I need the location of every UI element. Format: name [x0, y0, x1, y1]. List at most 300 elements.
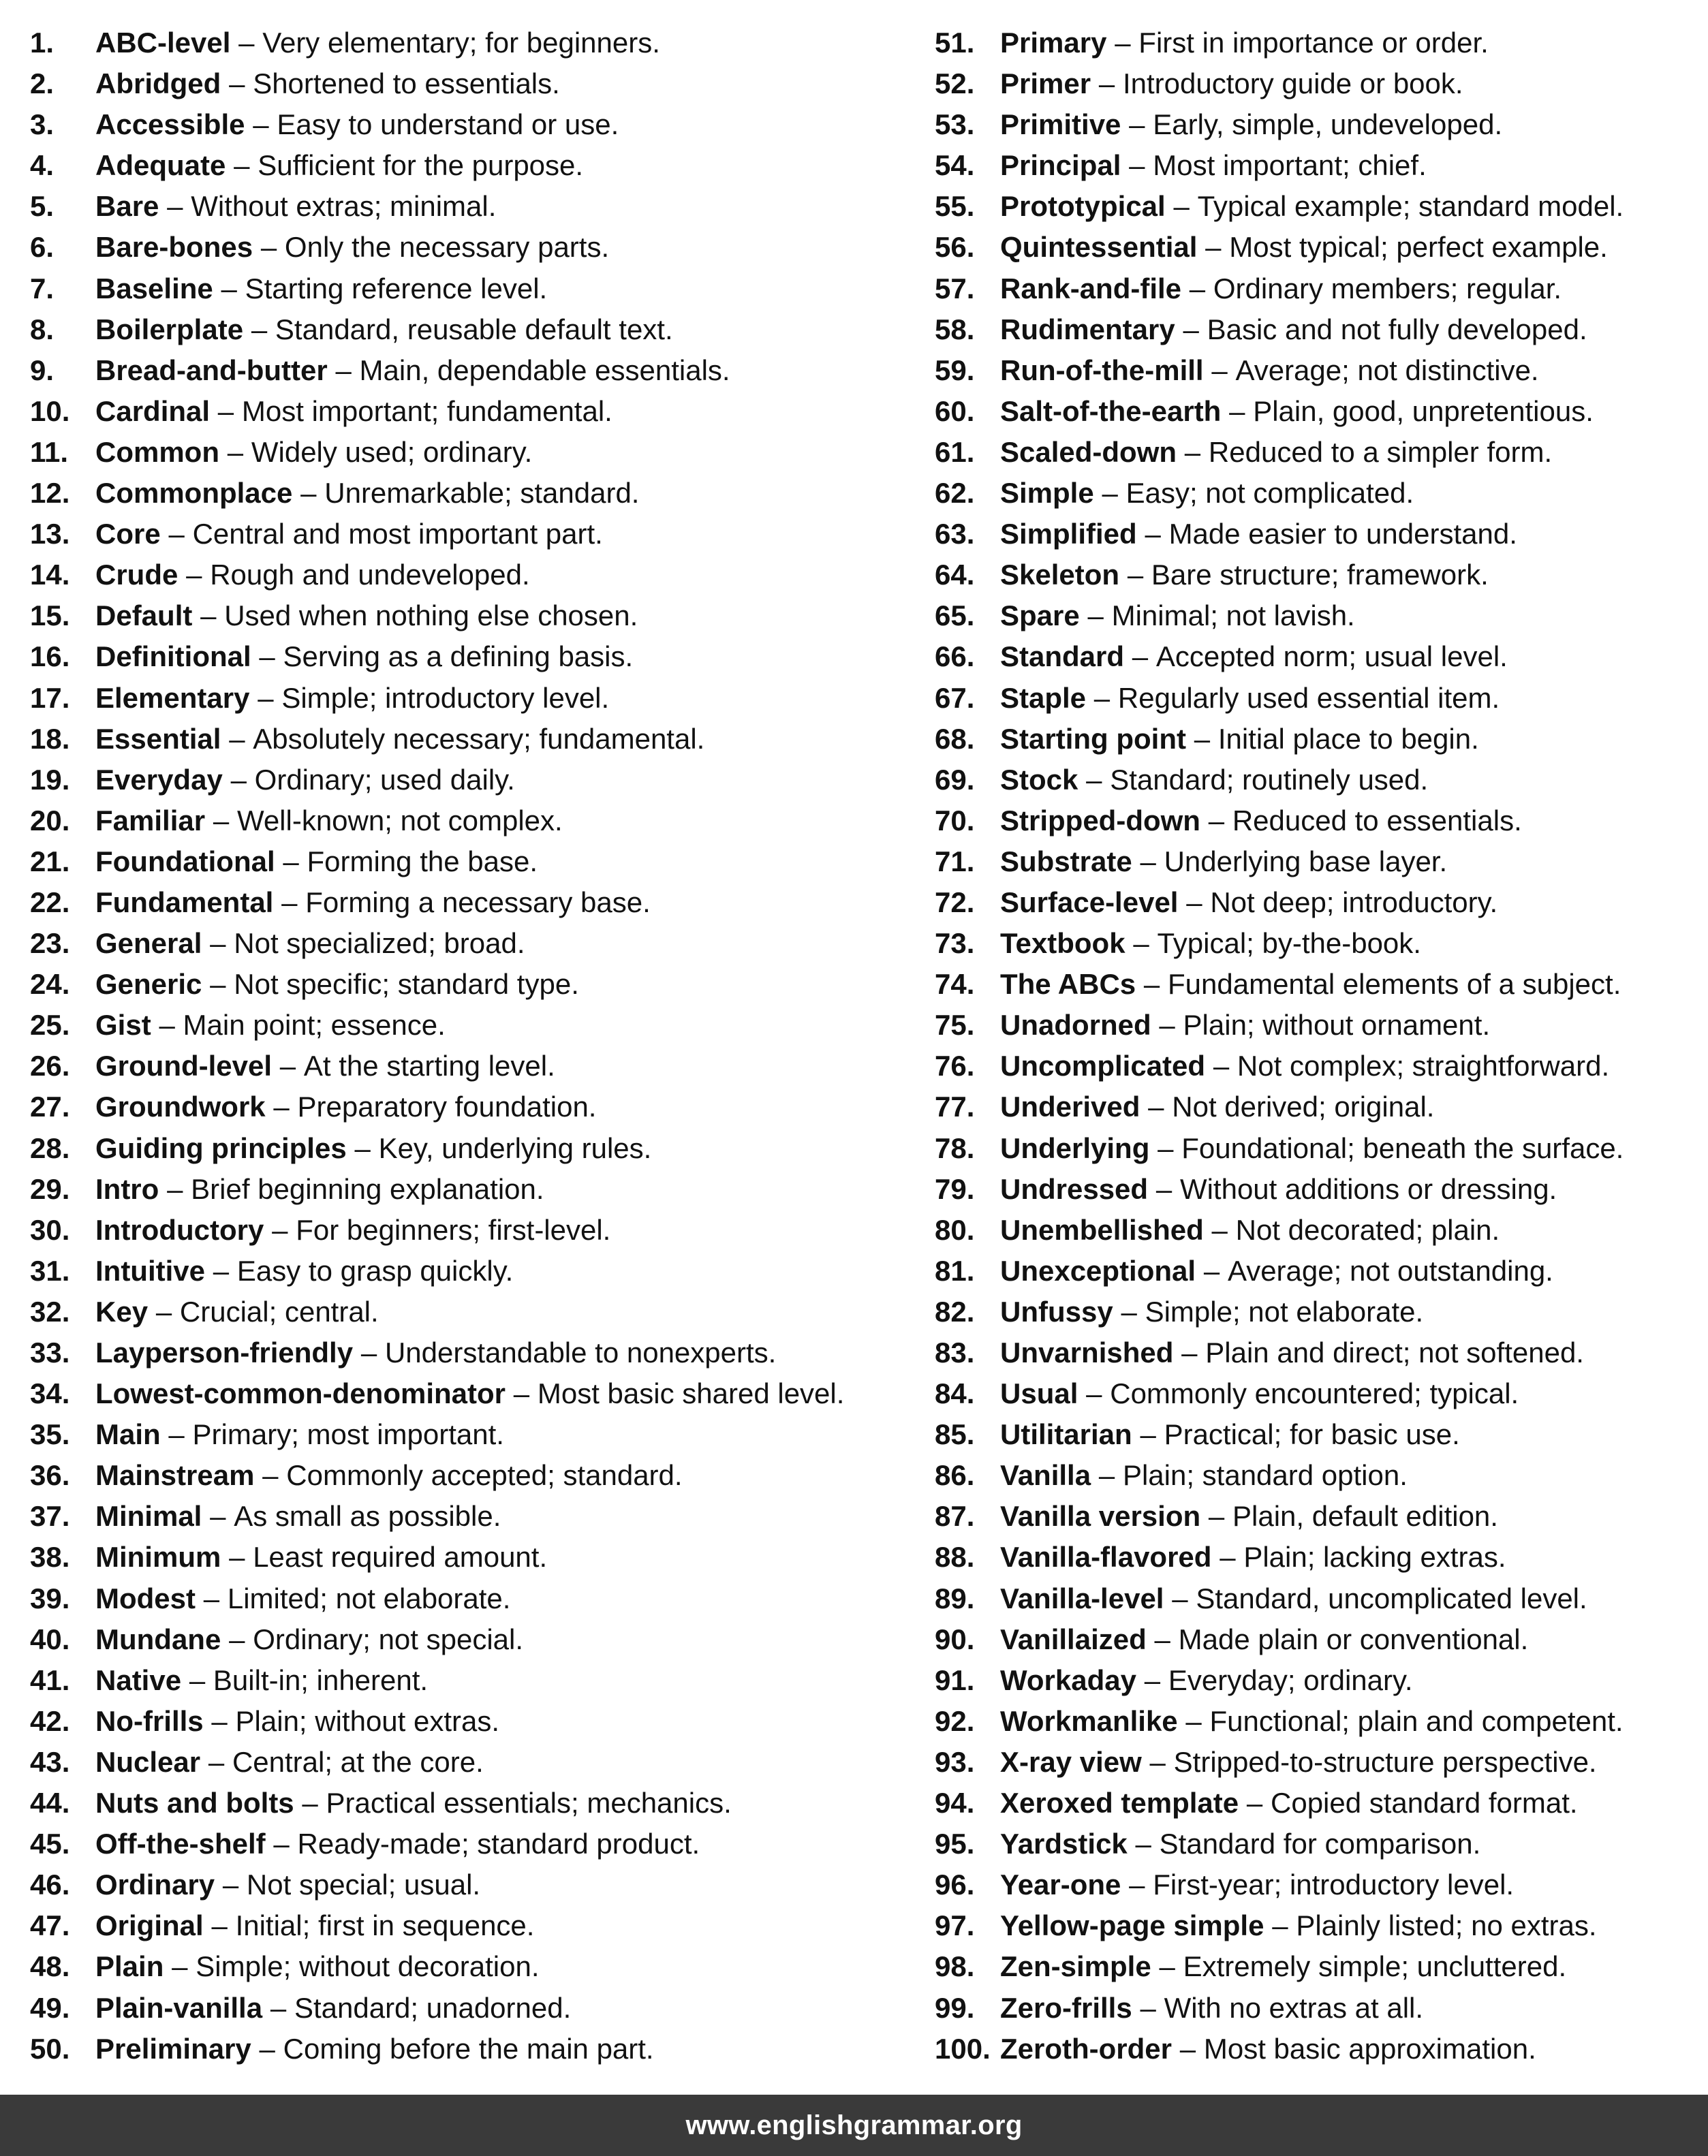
item-dash: –	[262, 1459, 279, 1492]
item-definition: Not derived; original.	[1172, 1091, 1435, 1123]
list-item	[30, 1046, 909, 1087]
item-number: 31.	[30, 1254, 70, 1287]
item-term: Ground-level	[95, 1050, 273, 1082]
list-item	[935, 473, 1691, 514]
item-definition: Ordinary; used daily.	[254, 763, 515, 796]
item-term: Workmanlike	[1000, 1704, 1178, 1737]
item-term: Starting point	[1000, 722, 1186, 755]
item-dash: –	[203, 1582, 220, 1614]
word-list-column-left	[30, 22, 909, 2069]
item-number: 7.	[30, 272, 55, 304]
item-dash: –	[222, 1869, 239, 1901]
list-item	[30, 1251, 909, 1292]
item-term: General	[95, 927, 202, 960]
item-term: Vanilla	[1000, 1459, 1091, 1492]
item-definition: Understandable to nonexperts.	[384, 1337, 777, 1369]
item-number: 72.	[935, 886, 975, 918]
list-item	[935, 1005, 1691, 1046]
item-term: Unembellished	[1000, 1213, 1204, 1246]
item-dash: –	[1121, 1295, 1137, 1328]
item-definition: At the starting level.	[303, 1050, 555, 1082]
item-term: Bare-bones	[95, 231, 253, 264]
item-term: Mundane	[95, 1623, 221, 1655]
item-number: 32.	[30, 1295, 70, 1328]
item-definition: Practical; for basic use.	[1164, 1418, 1460, 1451]
item-term: Abridged	[95, 67, 221, 100]
item-dash: –	[1186, 886, 1202, 918]
list-item	[935, 882, 1691, 923]
item-term: Minimal	[95, 1500, 202, 1533]
item-definition: Central; at the core.	[232, 1745, 484, 1778]
list-item	[30, 760, 909, 800]
item-term: Foundational	[95, 845, 275, 877]
item-dash: –	[273, 1828, 290, 1860]
item-definition: With no extras at all.	[1164, 1991, 1424, 2024]
item-term: Quintessential	[1000, 231, 1198, 264]
item-dash: –	[281, 886, 298, 918]
list-item	[30, 1496, 909, 1537]
item-number: 5.	[30, 190, 55, 223]
item-number: 81.	[935, 1254, 975, 1287]
item-dash: –	[229, 67, 245, 100]
list-item	[935, 1414, 1691, 1455]
item-definition: Extremely simple; uncluttered.	[1183, 1950, 1567, 1983]
item-term: Minimum	[95, 1541, 221, 1574]
item-number: 45.	[30, 1828, 70, 1860]
item-dash: –	[272, 1213, 288, 1246]
item-number: 3.	[30, 108, 55, 141]
item-term: Salt-of-the-earth	[1000, 394, 1222, 427]
item-number: 83.	[935, 1337, 975, 1369]
item-dash: –	[210, 968, 226, 1001]
list-item	[30, 104, 909, 145]
item-definition: Preparatory foundation.	[297, 1091, 597, 1123]
list-item	[935, 1988, 1691, 2029]
item-term: Skeleton	[1000, 559, 1120, 591]
item-dash: –	[1205, 231, 1222, 264]
item-definition: Reduced to a simpler form.	[1208, 435, 1553, 468]
list-item	[935, 2029, 1691, 2069]
item-dash: –	[1159, 1009, 1175, 1042]
item-dash: –	[210, 1500, 226, 1533]
list-item	[935, 1905, 1691, 1946]
list-item	[30, 1537, 909, 1578]
item-dash: –	[1173, 190, 1190, 223]
item-dash: –	[1115, 27, 1131, 59]
list-item	[935, 1619, 1691, 1660]
item-definition: Standard; routinely used.	[1110, 763, 1429, 796]
item-definition: Functional; plain and competent.	[1209, 1704, 1624, 1737]
item-term: Unfussy	[1000, 1295, 1113, 1328]
item-definition: Average; not outstanding.	[1227, 1254, 1553, 1287]
item-term: Layperson-friendly	[95, 1337, 354, 1369]
item-dash: –	[302, 1787, 318, 1819]
item-number: 56.	[935, 231, 975, 264]
item-definition: Well-known; not complex.	[236, 804, 563, 837]
item-dash: –	[253, 108, 269, 141]
item-definition: Ready-made; standard product.	[297, 1828, 700, 1860]
item-dash: –	[168, 518, 185, 550]
list-item	[30, 1578, 909, 1619]
item-number: 29.	[30, 1172, 70, 1205]
item-term: Zen-simple	[1000, 1950, 1151, 1983]
item-dash: –	[1129, 149, 1145, 182]
item-definition: Commonly accepted; standard.	[286, 1459, 683, 1492]
list-item	[30, 145, 909, 186]
item-dash: –	[1093, 681, 1111, 714]
item-term: Primer	[1000, 67, 1091, 100]
item-dash: –	[1102, 477, 1118, 510]
item-dash: –	[1129, 1869, 1145, 1901]
item-definition: Not special; usual.	[246, 1869, 481, 1901]
item-dash: –	[172, 1950, 188, 1983]
item-term: Plain	[95, 1950, 164, 1983]
item-dash: –	[1140, 1418, 1156, 1451]
item-definition: Stripped-to-structure perspective.	[1173, 1745, 1597, 1778]
item-dash: –	[227, 435, 244, 468]
list-item	[30, 1864, 909, 1905]
item-term: Unadorned	[1000, 1009, 1151, 1042]
item-definition: Plain and direct; not softened.	[1205, 1337, 1584, 1369]
item-dash: –	[168, 1418, 185, 1451]
item-number: 28.	[30, 1131, 70, 1164]
item-definition: Average; not distinctive.	[1235, 354, 1539, 386]
list-item	[30, 1619, 909, 1660]
item-definition: Copied standard format.	[1271, 1787, 1578, 1819]
item-definition: Plain; lacking extras.	[1243, 1541, 1506, 1574]
item-definition: Bare structure; framework.	[1151, 559, 1489, 591]
list-item	[30, 1988, 909, 2029]
item-definition: Serving as a defining basis.	[283, 640, 634, 673]
list-item	[935, 719, 1691, 760]
item-term: Zeroth-order	[1000, 2032, 1172, 2065]
list-item	[30, 2029, 909, 2069]
item-term: Zero-frills	[1000, 1991, 1132, 2024]
list-item	[30, 186, 909, 227]
item-dash: –	[229, 1541, 245, 1574]
item-number: 60.	[935, 394, 975, 427]
list-item	[30, 1783, 909, 1824]
list-item	[935, 1210, 1691, 1251]
item-definition: Most important; fundamental.	[241, 394, 612, 427]
item-definition: Ordinary; not special.	[253, 1623, 524, 1655]
item-number: 70.	[935, 804, 975, 837]
item-dash: –	[1158, 1131, 1174, 1164]
item-definition: Plain; without ornament.	[1183, 1009, 1491, 1042]
item-definition: Not decorated; plain.	[1235, 1213, 1500, 1246]
item-number: 42.	[30, 1704, 70, 1737]
item-definition: Standard, reusable default text.	[275, 313, 673, 345]
item-dash: –	[1213, 1050, 1230, 1082]
item-dash: –	[279, 1050, 296, 1082]
item-dash: –	[1272, 1909, 1288, 1942]
item-dash: –	[1145, 518, 1161, 550]
item-number: 10.	[30, 394, 70, 427]
item-number: 76.	[935, 1050, 975, 1082]
list-item	[30, 1128, 909, 1169]
item-number: 51.	[935, 27, 975, 59]
item-number: 2.	[30, 67, 55, 100]
item-number: 96.	[935, 1869, 975, 1901]
item-number: 94.	[935, 1787, 975, 1819]
list-item	[935, 760, 1691, 800]
item-number: 23.	[30, 927, 70, 960]
list-item	[30, 800, 909, 841]
list-item	[935, 432, 1691, 473]
item-dash: –	[1133, 927, 1149, 960]
item-dash: –	[259, 640, 275, 673]
list-item	[30, 678, 909, 719]
item-number: 66.	[935, 640, 975, 673]
list-item	[935, 1046, 1691, 1087]
item-number: 17.	[30, 681, 70, 714]
item-definition: Made easier to understand.	[1168, 518, 1517, 550]
item-number: 43.	[30, 1745, 70, 1778]
item-number: 57.	[935, 272, 975, 304]
item-definition: Shortened to essentials.	[253, 67, 560, 100]
list-item	[935, 268, 1691, 309]
list-item	[30, 1292, 909, 1332]
item-term: Vanilla version	[1000, 1500, 1201, 1533]
item-term: Core	[95, 518, 161, 550]
item-dash: –	[238, 27, 255, 59]
list-item	[30, 719, 909, 760]
item-term: Nuclear	[95, 1745, 201, 1778]
item-number: 100.	[935, 2032, 991, 2065]
item-definition: Typical example; standard model.	[1197, 190, 1624, 223]
item-number: 13.	[30, 518, 70, 550]
item-number: 15.	[30, 599, 70, 632]
item-number: 64.	[935, 559, 975, 591]
list-item	[30, 1087, 909, 1127]
item-definition: Plainly listed; no extras.	[1296, 1909, 1597, 1942]
word-list-column-right	[935, 22, 1691, 2069]
list-item	[30, 1332, 909, 1373]
item-definition: First-year; introductory level.	[1153, 1869, 1515, 1901]
list-item	[935, 1946, 1691, 1987]
item-number: 99.	[935, 1991, 975, 2024]
item-dash: –	[251, 313, 268, 345]
item-number: 90.	[935, 1623, 975, 1655]
item-definition: Simple; without decoration.	[196, 1950, 540, 1983]
item-definition: First in importance or order.	[1138, 27, 1489, 59]
item-term: Rank-and-file	[1000, 272, 1182, 304]
list-item	[30, 1455, 909, 1496]
item-number: 53.	[935, 108, 975, 141]
item-dash: –	[1155, 1172, 1173, 1205]
item-term: Intro	[95, 1172, 159, 1205]
item-term: Main	[95, 1418, 161, 1451]
item-number: 77.	[935, 1091, 975, 1123]
item-definition: Widely used; ordinary.	[251, 435, 533, 468]
item-definition: Fundamental elements of a subject.	[1168, 968, 1621, 1001]
item-definition: Absolutely necessary; fundamental.	[253, 722, 705, 755]
item-dash: –	[1179, 2032, 1196, 2065]
list-item	[30, 1373, 909, 1414]
item-definition: Coming before the main part.	[283, 2032, 654, 2065]
list-item	[30, 22, 909, 63]
item-number: 38.	[30, 1541, 70, 1574]
item-dash: –	[354, 1131, 371, 1164]
item-term: Xeroxed template	[1000, 1787, 1239, 1819]
item-dash: –	[1127, 559, 1144, 591]
item-definition: Minimal; not lavish.	[1111, 599, 1355, 632]
item-number: 58.	[935, 313, 975, 345]
item-number: 85.	[935, 1418, 975, 1451]
item-definition: Most basic approximation.	[1203, 2032, 1536, 2065]
item-number: 20.	[30, 804, 70, 837]
item-definition: Forming the base.	[307, 845, 538, 877]
item-dash: –	[273, 1091, 290, 1123]
item-term: Gist	[95, 1009, 151, 1042]
list-item	[935, 1864, 1691, 1905]
item-definition: Simple; not elaborate.	[1145, 1295, 1424, 1328]
item-term: Rudimentary	[1000, 313, 1175, 345]
item-number: 91.	[935, 1663, 975, 1696]
item-definition: Initial place to begin.	[1217, 722, 1479, 755]
item-definition: Standard; unadorned.	[294, 1991, 572, 2024]
item-definition: Not specific; standard type.	[234, 968, 579, 1001]
item-definition: Used when nothing else chosen.	[224, 599, 638, 632]
list-item	[30, 1169, 909, 1210]
item-number: 26.	[30, 1050, 70, 1082]
item-term: Preliminary	[95, 2032, 251, 2065]
item-dash: –	[1172, 1582, 1188, 1614]
item-term: The ABCs	[1000, 968, 1136, 1001]
item-term: Lowest-common-denominator	[95, 1377, 506, 1410]
item-dash: –	[1208, 804, 1225, 837]
list-item	[935, 22, 1691, 63]
item-term: Stripped-down	[1000, 804, 1200, 837]
item-number: 50.	[30, 2032, 70, 2065]
item-term: Default	[95, 599, 193, 632]
item-dash: –	[259, 2032, 275, 2065]
item-term: Underived	[1000, 1091, 1140, 1123]
item-number: 92.	[935, 1704, 975, 1737]
item-term: Boilerplate	[95, 313, 244, 345]
item-term: Standard	[1000, 640, 1125, 673]
item-dash: –	[1181, 1337, 1198, 1369]
item-definition: Primary; most important.	[192, 1418, 504, 1451]
item-term: Baseline	[95, 272, 213, 304]
list-item	[30, 63, 909, 104]
item-definition: Not deep; introductory.	[1210, 886, 1498, 918]
item-definition: Key, underlying rules.	[378, 1131, 652, 1164]
list-item	[935, 1701, 1691, 1742]
item-number: 4.	[30, 149, 55, 182]
footer-url[interactable]: www.englishgrammar.org	[685, 2110, 1023, 2140]
item-dash: –	[1132, 640, 1149, 673]
item-dash: –	[335, 354, 352, 386]
item-term: Elementary	[95, 681, 250, 714]
item-dash: –	[1194, 722, 1211, 755]
item-dash: –	[513, 1377, 530, 1410]
item-definition: Most basic shared level.	[537, 1377, 845, 1410]
item-number: 40.	[30, 1623, 70, 1655]
item-dash: –	[270, 1991, 287, 2024]
item-number: 1.	[30, 27, 55, 59]
item-number: 88.	[935, 1541, 975, 1574]
item-term: Usual	[1000, 1377, 1078, 1410]
item-number: 67.	[935, 681, 975, 714]
item-dash: –	[258, 681, 274, 714]
item-definition: Rough and undeveloped.	[210, 559, 530, 591]
item-definition: Not complex; straightforward.	[1237, 1050, 1610, 1082]
item-term: Underlying	[1000, 1131, 1150, 1164]
item-definition: Foundational; beneath the surface.	[1181, 1131, 1624, 1164]
item-dash: –	[1140, 1991, 1156, 2024]
list-item	[935, 350, 1691, 391]
item-number: 86.	[935, 1459, 975, 1492]
list-item	[935, 841, 1691, 882]
list-item	[935, 227, 1691, 268]
item-term: Off-the-shelf	[95, 1828, 266, 1860]
item-term: Run-of-the-mill	[1000, 354, 1204, 386]
item-term: Unvarnished	[1000, 1337, 1174, 1369]
item-definition: Central and most important part.	[192, 518, 603, 550]
item-definition: Ordinary members; regular.	[1213, 272, 1562, 304]
item-term: Uncomplicated	[1000, 1050, 1206, 1082]
item-term: Common	[95, 435, 219, 468]
item-term: Stock	[1000, 763, 1078, 796]
item-term: Mainstream	[95, 1459, 255, 1492]
item-dash: –	[210, 927, 226, 960]
item-definition: Regularly used essential item.	[1117, 681, 1500, 714]
item-term: Vanillaized	[1000, 1623, 1147, 1655]
item-dash: –	[1189, 272, 1206, 304]
item-definition: Without additions or dressing.	[1179, 1172, 1557, 1205]
item-term: Original	[95, 1909, 204, 1942]
item-definition: Reduced to essentials.	[1232, 804, 1522, 837]
item-definition: Very elementary; for beginners.	[262, 27, 660, 59]
list-item	[935, 186, 1691, 227]
item-definition: Built-in; inherent.	[213, 1663, 429, 1696]
item-dash: –	[211, 1704, 228, 1737]
item-number: 75.	[935, 1009, 975, 1042]
list-item	[30, 595, 909, 636]
item-number: 98.	[935, 1950, 975, 1983]
item-dash: –	[208, 1745, 225, 1778]
item-term: Simple	[1000, 477, 1094, 510]
item-dash: –	[1087, 599, 1104, 632]
item-definition: Accepted norm; usual level.	[1155, 640, 1508, 673]
item-dash: –	[1211, 1213, 1228, 1246]
item-term: Accessible	[95, 108, 245, 141]
item-term: Adequate	[95, 149, 226, 182]
item-number: 61.	[935, 435, 975, 468]
item-dash: –	[211, 1909, 228, 1942]
item-number: 52.	[935, 67, 975, 100]
item-term: Nuts and bolts	[95, 1787, 294, 1819]
item-dash: –	[1229, 394, 1245, 427]
item-number: 11.	[30, 435, 69, 468]
item-definition: Limited; not elaborate.	[227, 1582, 511, 1614]
item-term: Simplified	[1000, 518, 1137, 550]
item-number: 47.	[30, 1909, 70, 1942]
item-term: Introductory	[95, 1213, 264, 1246]
item-definition: Least required amount.	[253, 1541, 548, 1574]
item-definition: Plain, default edition.	[1232, 1500, 1498, 1533]
item-term: ABC-level	[95, 27, 231, 59]
item-definition: Sufficient for the purpose.	[258, 149, 584, 182]
item-number: 6.	[30, 231, 55, 264]
item-number: 30.	[30, 1213, 70, 1246]
item-number: 25.	[30, 1009, 70, 1042]
list-item	[30, 268, 909, 309]
list-item	[935, 1824, 1691, 1864]
item-definition: Easy to understand or use.	[277, 108, 619, 141]
item-dash: –	[360, 1337, 377, 1369]
